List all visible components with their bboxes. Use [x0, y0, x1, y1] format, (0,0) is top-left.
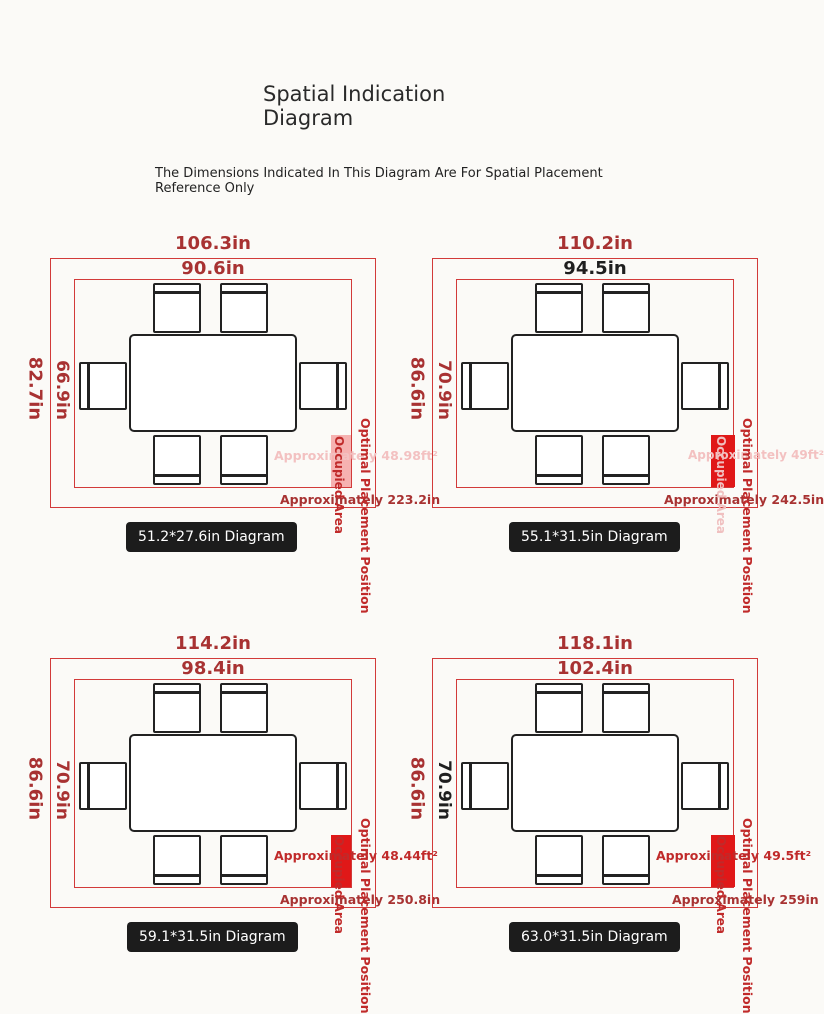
chair-bottom-left	[153, 835, 201, 885]
chair-top-right	[220, 683, 268, 733]
perimeter-label: Approximately 259in	[672, 892, 819, 907]
perimeter-label: Approximately 223.2in	[280, 492, 441, 507]
page-title: Spatial Indication Diagram	[263, 82, 446, 130]
chair-left	[461, 762, 509, 810]
area-label: Approximately 48.44ft²	[274, 848, 438, 863]
chair-right	[681, 762, 729, 810]
size-badge: 59.1*31.5in Diagram	[127, 922, 298, 952]
size-badge: 55.1*31.5in Diagram	[509, 522, 680, 552]
chair-bottom-right	[602, 435, 650, 485]
outer-width-label: 118.1in	[557, 633, 633, 654]
dining-table	[129, 734, 297, 832]
outer-depth-label: 86.6in	[24, 756, 46, 821]
outer-width-label: 106.3in	[175, 233, 251, 254]
page-subtitle: The Dimensions Indicated In This Diagram Are For Spatial Placement Reference Only	[155, 166, 603, 196]
chair-top-right	[602, 283, 650, 333]
chair-top-right	[220, 283, 268, 333]
diagram-panel-3	[24, 630, 441, 1014]
occupied-area-label: Occupied Area	[332, 436, 346, 535]
outer-depth-label: 86.6in	[406, 356, 428, 421]
inner-depth-label: 70.9in	[434, 760, 454, 820]
diagram-panel-2	[406, 230, 824, 614]
occupied-area-label: Occupied Area	[332, 836, 346, 935]
chair-top-left	[153, 283, 201, 333]
inner-depth-label: 70.9in	[434, 360, 454, 420]
inner-width-label: 94.5in	[563, 258, 627, 279]
chair-top-left	[535, 283, 583, 333]
outer-depth-label: 82.7in	[24, 356, 46, 421]
chair-bottom-right	[602, 835, 650, 885]
area-label: Approximately 49.5ft²	[656, 848, 812, 863]
inner-depth-label: 66.9in	[52, 360, 72, 420]
dining-table	[511, 734, 679, 832]
diagram-panel-4	[406, 630, 819, 1014]
chair-bottom-left	[535, 835, 583, 885]
chair-top-left	[535, 683, 583, 733]
dining-table	[129, 334, 297, 432]
chair-top-right	[602, 683, 650, 733]
occupied-area-label: Occupied Area	[714, 436, 728, 535]
chair-left	[461, 362, 509, 410]
perimeter-label: Approximately 242.5in	[664, 492, 824, 507]
inner-depth-label: 70.9in	[52, 760, 72, 820]
optimal-position-label: Optimal Placement Position	[358, 418, 373, 614]
outer-width-label: 114.2in	[175, 633, 251, 654]
optimal-position-label: Optimal Placement Position	[740, 418, 755, 614]
perimeter-label: Approximately 250.8in	[280, 892, 441, 907]
size-badge: 51.2*27.6in Diagram	[126, 522, 297, 552]
chair-right	[299, 762, 347, 810]
size-badge: 63.0*31.5in Diagram	[509, 922, 680, 952]
chair-bottom-left	[535, 435, 583, 485]
outer-depth-label: 86.6in	[406, 756, 428, 821]
inner-width-label: 90.6in	[181, 258, 245, 279]
chair-top-left	[153, 683, 201, 733]
outer-width-label: 110.2in	[557, 233, 633, 254]
area-label: Approximately 49ft²	[688, 448, 824, 462]
area-label: Approximately 48.98ft²	[274, 448, 438, 463]
chair-left	[79, 362, 127, 410]
inner-width-label: 102.4in	[557, 658, 633, 679]
chair-bottom-left	[153, 435, 201, 485]
optimal-position-label: Optimal Placement Position	[740, 818, 755, 1014]
dining-table	[511, 334, 679, 432]
chair-bottom-right	[220, 835, 268, 885]
occupied-area-label: Occupied Area	[714, 836, 728, 935]
optimal-position-label: Optimal Placement Position	[358, 818, 373, 1014]
chair-right	[299, 362, 347, 410]
chair-right	[681, 362, 729, 410]
inner-width-label: 98.4in	[181, 658, 245, 679]
chair-bottom-right	[220, 435, 268, 485]
chair-left	[79, 762, 127, 810]
